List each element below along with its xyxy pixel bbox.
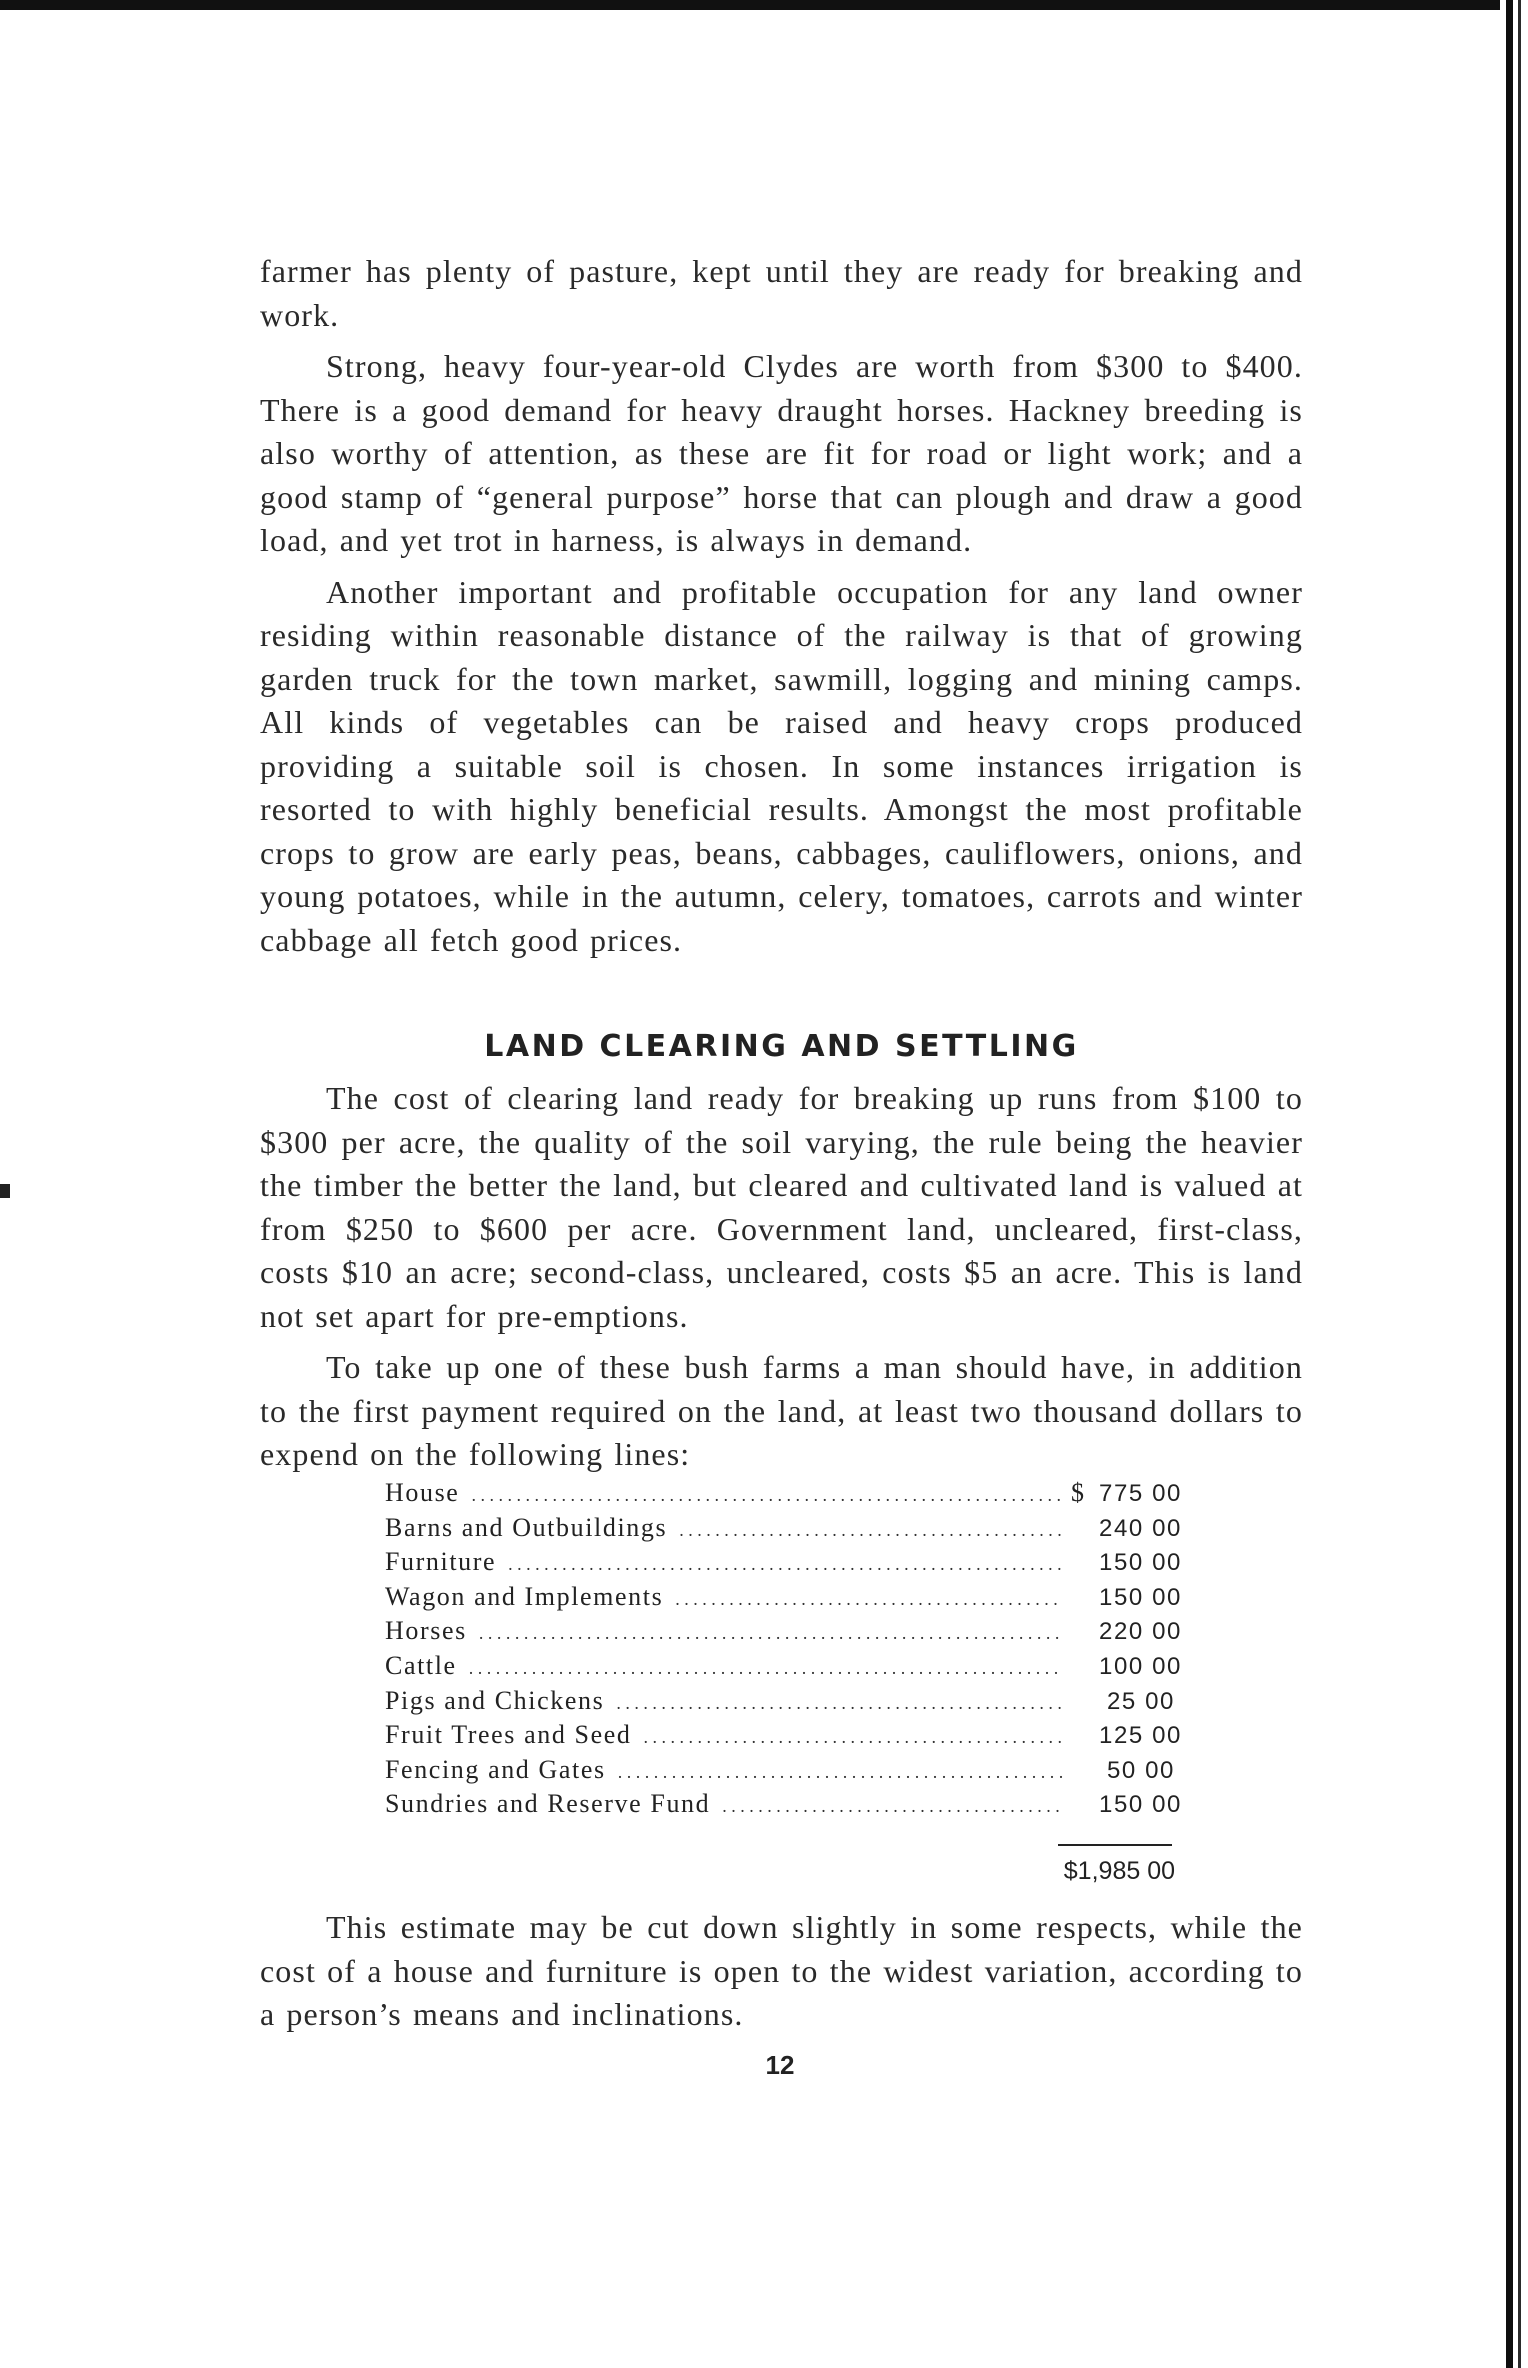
- dot-leader: [508, 1547, 1063, 1577]
- cost-amount: 100 00: [1099, 1652, 1183, 1680]
- paragraph-bush-farms: To take up one of these bush farms a man should have, in addition to the first payment required on the land, at least two thousand dollars to expend on the following lines:: [260, 1349, 1303, 1472]
- dot-leader: [644, 1720, 1064, 1750]
- cost-amount: 150 00: [1099, 1549, 1183, 1577]
- cost-item-label: Furniture: [385, 1547, 497, 1577]
- cost-item-label: Wagon and Implements: [385, 1581, 664, 1611]
- paragraph-estimate: This estimate may be cut down slightly in some respects, while the cost of a house and furniture is open to the widest variation, according to a person’s means and inclinations.: [260, 1909, 1303, 2032]
- dot-leader: [679, 1513, 1063, 1543]
- cost-item-label: Fruit Trees and Seed: [385, 1720, 632, 1750]
- cost-amount: 240 00: [1099, 1514, 1183, 1542]
- paragraph-pasture: farmer has plenty of pasture, kept until they are ready for breaking and work.: [260, 253, 1303, 333]
- top-text-block: [260, 250, 1303, 970]
- cost-amount: 50 00: [1106, 1756, 1175, 1784]
- bottom-text-block: [260, 1906, 1303, 2045]
- cost-amount: 25 00: [1106, 1687, 1175, 1715]
- table-row: [385, 1581, 1183, 1617]
- middle-text-block: [260, 1077, 1303, 1485]
- table-row: [385, 1720, 1183, 1755]
- cost-item-label: Sundries and Reserve Fund: [385, 1789, 711, 1819]
- table-row: [385, 1650, 1183, 1686]
- dot-leader: [479, 1616, 1063, 1646]
- total-rule: [1058, 1844, 1172, 1846]
- table-row: [385, 1789, 1183, 1824]
- table-row: [385, 1755, 1175, 1790]
- dot-leader: [471, 1478, 1063, 1508]
- dot-leader: [675, 1582, 1063, 1612]
- page-number: 12: [765, 2050, 795, 2080]
- cost-amount: 220 00: [1099, 1618, 1183, 1646]
- paragraph-clydes: Strong, heavy four-year-old Clydes are worth from $300 to $400. There is a good demand for heavy draught horses. Hackney breeding is also worthy of attention, as these are fit for road or light work; and a good stamp of “general purpose” horse that can plough and draw a good load, and yet trot in harness, is always in demand.: [260, 348, 1303, 558]
- dot-leader: [469, 1651, 1063, 1681]
- cost-amount: 150 00: [1099, 1791, 1183, 1819]
- cost-item-label: House: [385, 1478, 460, 1507]
- currency-symbol: $: [1071, 1478, 1086, 1507]
- cost-item-label: Barns and Outbuildings: [385, 1512, 668, 1542]
- table-row: [385, 1547, 1183, 1582]
- cost-item-label: Fencing and Gates: [385, 1754, 606, 1784]
- dot-leader: [618, 1755, 1063, 1785]
- cost-amount: 150 00: [1099, 1583, 1183, 1611]
- table-row: [385, 1686, 1175, 1721]
- cost-item-label: Pigs and Chickens: [385, 1685, 605, 1715]
- paragraph-clearing-cost: The cost of clearing land ready for breaking up runs from $100 to $300 per acre, the quality of the soil varying, the rule being the heavier the timber the better the land, but cleared and cultivated land is valued at from $250 to $600 per acre. Government land, uncleared, first-class, costs $10 an acre; second-class, uncleared, costs $5 an acre. This is land not set apart for pre-emptions.: [260, 1080, 1303, 1334]
- table-row: [385, 1512, 1183, 1548]
- dot-leader: [722, 1789, 1063, 1819]
- section-heading: LAND CLEARING AND SETTLING: [484, 1029, 1079, 1064]
- cost-table: [385, 1478, 1183, 1824]
- table-row: [385, 1478, 1183, 1513]
- table-row: [385, 1616, 1183, 1651]
- cost-amount: 775 00: [1099, 1480, 1183, 1507]
- cost-amount: 125 00: [1099, 1722, 1183, 1750]
- cost-item-label: Horses: [385, 1616, 467, 1646]
- cost-total: $1,985 00: [1063, 1857, 1175, 1885]
- cost-item-label: Cattle: [385, 1650, 457, 1680]
- paragraph-garden-truck: Another important and profitable occupation for any land owner residing within reasonable distance of the railway is that of growing garden truck for the town market, sawmill, logging and mining camps. All kinds of vegetables can be raised and heavy crops produced providing a suitable soil is chosen. In some instances irrigation is resorted to with highly beneficial results. Amongst the most profitable crops to grow are early peas, beans, cabbages, cauliflowers, onions, and young potatoes, while in the autumn, celery, tomatoes, carrots and winter cabbage all fetch good prices.: [260, 573, 1303, 958]
- dot-leader: [616, 1686, 1063, 1716]
